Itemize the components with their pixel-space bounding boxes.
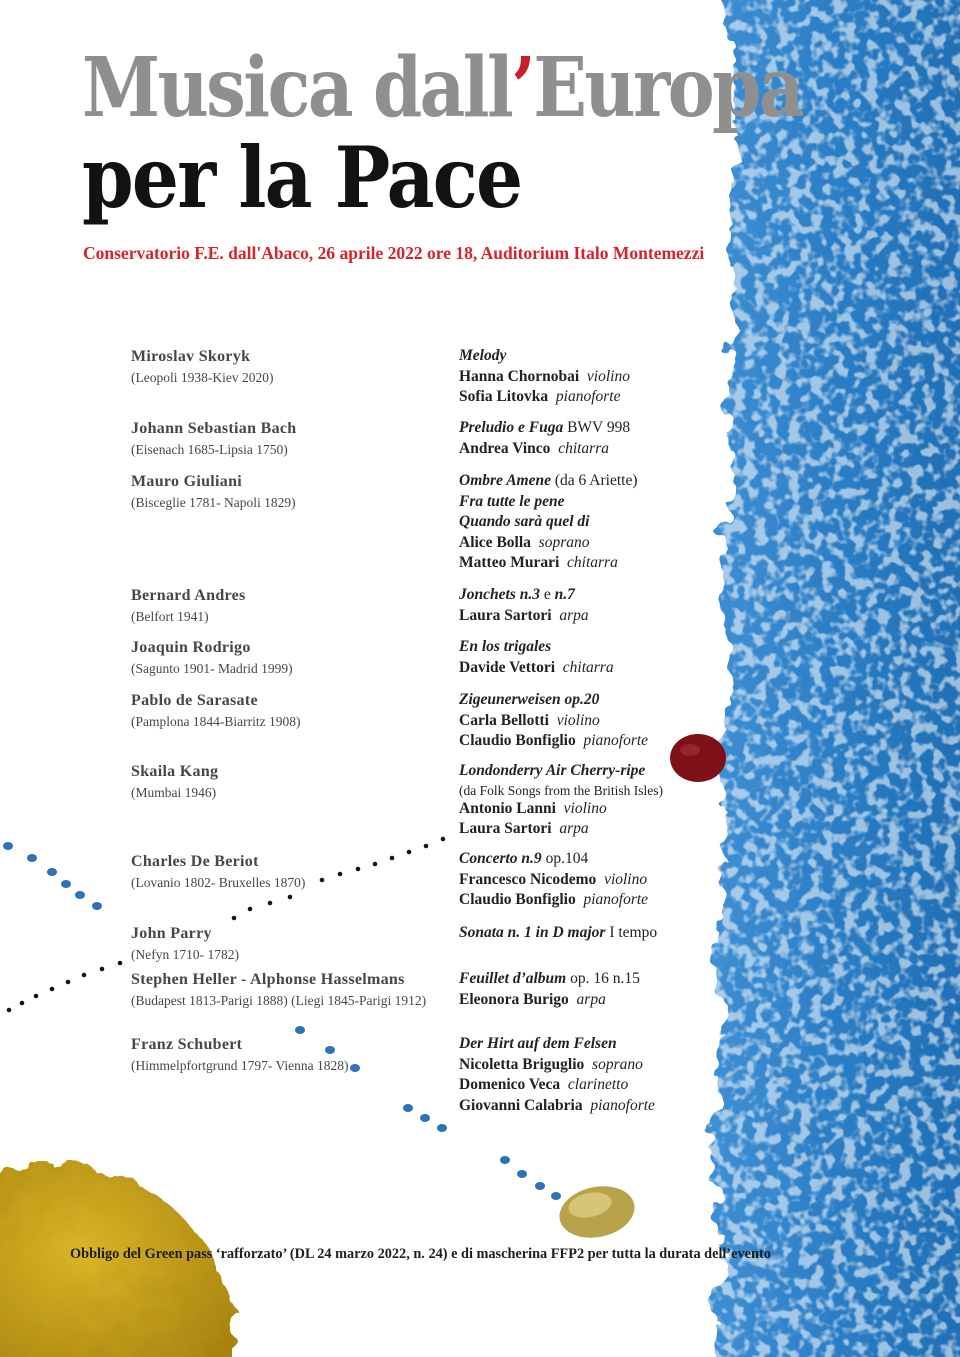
- piece-title: Londonderry Air Cherry-ripe: [459, 762, 646, 779]
- piece-subtitle-line: [459, 512, 638, 533]
- performer-instrument: clarinetto: [567, 1076, 629, 1093]
- piece-title: Der Hirt auf dem Felsen: [459, 1035, 617, 1052]
- performer-line: [459, 367, 630, 388]
- title-line-1: Musica dall’Europa: [82, 40, 802, 136]
- performer-instrument: violino: [563, 799, 607, 817]
- piece-note: (da Folk Songs from the British Isles): [459, 782, 663, 798]
- performer-line: [459, 819, 663, 840]
- composer-block: [131, 969, 426, 1011]
- venue-line: Conservatorio F.E. dall'Abaco, 26 aprile 2022 ore 18, Auditorium Italo Montemezzi: [83, 243, 705, 263]
- performer-name: Matteo Murari: [459, 554, 560, 571]
- performer-name: Davide Vettori: [459, 658, 556, 676]
- composer-block: [131, 851, 305, 893]
- composer-name: Charles De Beriot: [131, 853, 259, 870]
- composer-block: [131, 1034, 349, 1076]
- performer-name: Nicoletta Briguglio: [459, 1055, 585, 1073]
- piece-title-line: [459, 923, 657, 944]
- piece-title: Feuillet d’album: [459, 970, 567, 987]
- piece-block: [459, 1034, 655, 1116]
- piece-extra: I tempo: [605, 924, 658, 941]
- composer-name: Joaquin Rodrigo: [131, 639, 251, 656]
- piece-title-line: [459, 418, 630, 439]
- performer-instrument: violino: [586, 367, 630, 385]
- performer-instrument: arpa: [576, 990, 606, 1008]
- piece-title: Preludio e Fuga: [459, 419, 564, 436]
- piece-extra: (da 6 Ariette): [551, 472, 638, 489]
- performer-instrument: arpa: [559, 606, 589, 624]
- piece-title-line: [459, 849, 648, 870]
- piece-title-line: [459, 585, 589, 606]
- piece-title-line: [459, 471, 638, 492]
- piece-title: Zigeunerweisen op.20: [459, 691, 600, 708]
- composer-dates: (Pamplona 1844-Biarritz 1908): [131, 714, 301, 729]
- piece-title-line: [459, 969, 640, 990]
- performer-line: [459, 711, 648, 732]
- piece-title: Sonata n. 1 in D major: [459, 924, 606, 941]
- performer-name: Alice Bolla: [459, 533, 531, 551]
- performer-name: Sofia Litovka: [459, 388, 549, 405]
- performer-line: [459, 439, 630, 460]
- performer-instrument: violino: [556, 711, 600, 729]
- piece-title-tail: n.7: [554, 586, 575, 603]
- performer-instrument: pianoforte: [583, 891, 649, 908]
- title-apostrophe: ’: [511, 40, 534, 136]
- performer-name: Antonio Lanni: [459, 799, 556, 817]
- performer-name: Carla Bellotti: [459, 711, 549, 729]
- performer-line: [459, 870, 648, 891]
- composer-name: Pablo de Sarasate: [131, 692, 258, 709]
- composer-name: Mauro Giuliani: [131, 473, 243, 490]
- performer-name: Eleonora Burigo: [459, 990, 569, 1008]
- performer-instrument: violino: [604, 870, 648, 888]
- performer-line: [459, 1055, 655, 1076]
- composer-block: [131, 418, 296, 460]
- performer-instrument: pianoforte: [555, 388, 621, 405]
- performer-name: Claudio Bonfiglio: [459, 732, 576, 749]
- performer-name: Claudio Bonfiglio: [459, 891, 576, 908]
- performer-instrument: chitarra: [558, 439, 609, 457]
- piece-title: Ombre Amene: [459, 472, 551, 489]
- performer-name: Andrea Vinco: [459, 439, 551, 457]
- performer-instrument: soprano: [592, 1055, 643, 1073]
- piece-extra: e: [539, 586, 555, 603]
- composer-block: [131, 346, 273, 388]
- piece-block: [459, 969, 640, 1010]
- performer-instrument: soprano: [538, 533, 590, 551]
- composer-name: Franz Schubert: [131, 1036, 243, 1053]
- composer-block: [131, 585, 246, 627]
- performer-line: [459, 553, 638, 574]
- composer-dates: (Himmelpfortgrund 1797- Vienna 1828): [131, 1058, 349, 1073]
- performer-name: Giovanni Calabria: [459, 1096, 583, 1114]
- piece-subtitle: Quando sarà quel di: [459, 513, 590, 530]
- composer-block: [131, 690, 300, 732]
- composer-name: Bernard Andres: [131, 587, 246, 604]
- piece-title-line: [459, 690, 648, 711]
- performer-name: Laura Sartori: [459, 820, 552, 837]
- covid-notice: Obbligo del Green pass ‘rafforzato’ (DL 24 marzo 2022, n. 24) e di mascherina FFP2 per tutta la durata dell’evento: [70, 1246, 771, 1262]
- performer-name: Laura Sartori: [459, 606, 552, 624]
- piece-title-line: [459, 761, 663, 782]
- composer-name: Miroslav Skoryk: [131, 348, 251, 365]
- piece-title-line: [459, 1034, 655, 1055]
- composer-name: Johann Sebastian Bach: [131, 420, 297, 437]
- performer-name: Domenico Veca: [459, 1076, 561, 1093]
- composer-block: [131, 471, 296, 513]
- title-line-2: per la Pace: [82, 128, 522, 227]
- performer-line: [459, 606, 589, 627]
- piece-block: [459, 471, 638, 574]
- piece-subtitle-line: [459, 492, 638, 513]
- composer-name: Stephen Heller - Alphonse Hasselmans: [131, 971, 405, 988]
- piece-extra: op.104: [541, 850, 589, 867]
- composer-block: [131, 761, 218, 803]
- composer-dates: (Mumbai 1946): [131, 785, 217, 800]
- composer-block: [131, 923, 239, 965]
- performer-instrument: pianoforte: [590, 1096, 655, 1114]
- composer-name: Skaila Kang: [131, 763, 219, 780]
- piece-title: Melody: [459, 347, 507, 364]
- performer-line: [459, 1096, 655, 1117]
- piece-extra: op. 16 n.15: [566, 970, 640, 987]
- composer-name: John Parry: [131, 925, 212, 942]
- performer-instrument: pianoforte: [583, 732, 649, 749]
- composer-dates: (Nefyn 1710- 1782): [131, 947, 239, 962]
- performer-line: [459, 731, 648, 752]
- composer-dates: (Bisceglie 1781- Napoli 1829): [131, 495, 296, 510]
- performer-instrument: chitarra: [567, 554, 618, 571]
- composer-dates: (Sagunto 1901- Madrid 1999): [131, 661, 293, 676]
- composer-dates: (Eisenach 1685-Lipsia 1750): [131, 442, 288, 457]
- composer-dates: (Belfort 1941): [131, 609, 209, 624]
- piece-title: Concerto n.9: [459, 850, 542, 867]
- performer-line: [459, 1075, 655, 1096]
- performer-name: Hanna Chornobai: [459, 367, 580, 385]
- performer-line: [459, 990, 640, 1011]
- piece-subtitle: Fra tutte le pene: [459, 492, 565, 510]
- piece-block: [459, 418, 630, 459]
- performer-line: [459, 387, 630, 408]
- performer-line: [459, 890, 648, 911]
- performer-instrument: chitarra: [562, 658, 614, 676]
- piece-block: [459, 849, 648, 911]
- piece-extra: BWV 998: [563, 419, 631, 436]
- piece-title-line: [459, 637, 614, 658]
- piece-block: [459, 761, 663, 840]
- composer-dates: (Budapest 1813-Parigi 1888) (Liegi 1845-Parigi 1912): [131, 993, 427, 1008]
- piece-title: Jonchets n.3: [459, 586, 540, 603]
- piece-block: [459, 585, 589, 626]
- composer-block: [131, 637, 293, 679]
- piece-block: [459, 637, 614, 678]
- composer-dates: (Leopoli 1938-Kiev 2020): [131, 370, 274, 385]
- piece-block: [459, 690, 648, 752]
- performer-line: [459, 799, 663, 820]
- piece-block: [459, 346, 630, 408]
- performer-line: [459, 658, 614, 679]
- performer-instrument: arpa: [559, 820, 589, 837]
- composer-dates: (Lovanio 1802- Bruxelles 1870): [131, 875, 306, 890]
- performer-line: [459, 533, 638, 554]
- piece-title-line: [459, 346, 630, 367]
- performer-name: Francesco Nicodemo: [459, 870, 597, 888]
- piece-block: [459, 923, 657, 944]
- piece-title: En los trigales: [459, 638, 552, 655]
